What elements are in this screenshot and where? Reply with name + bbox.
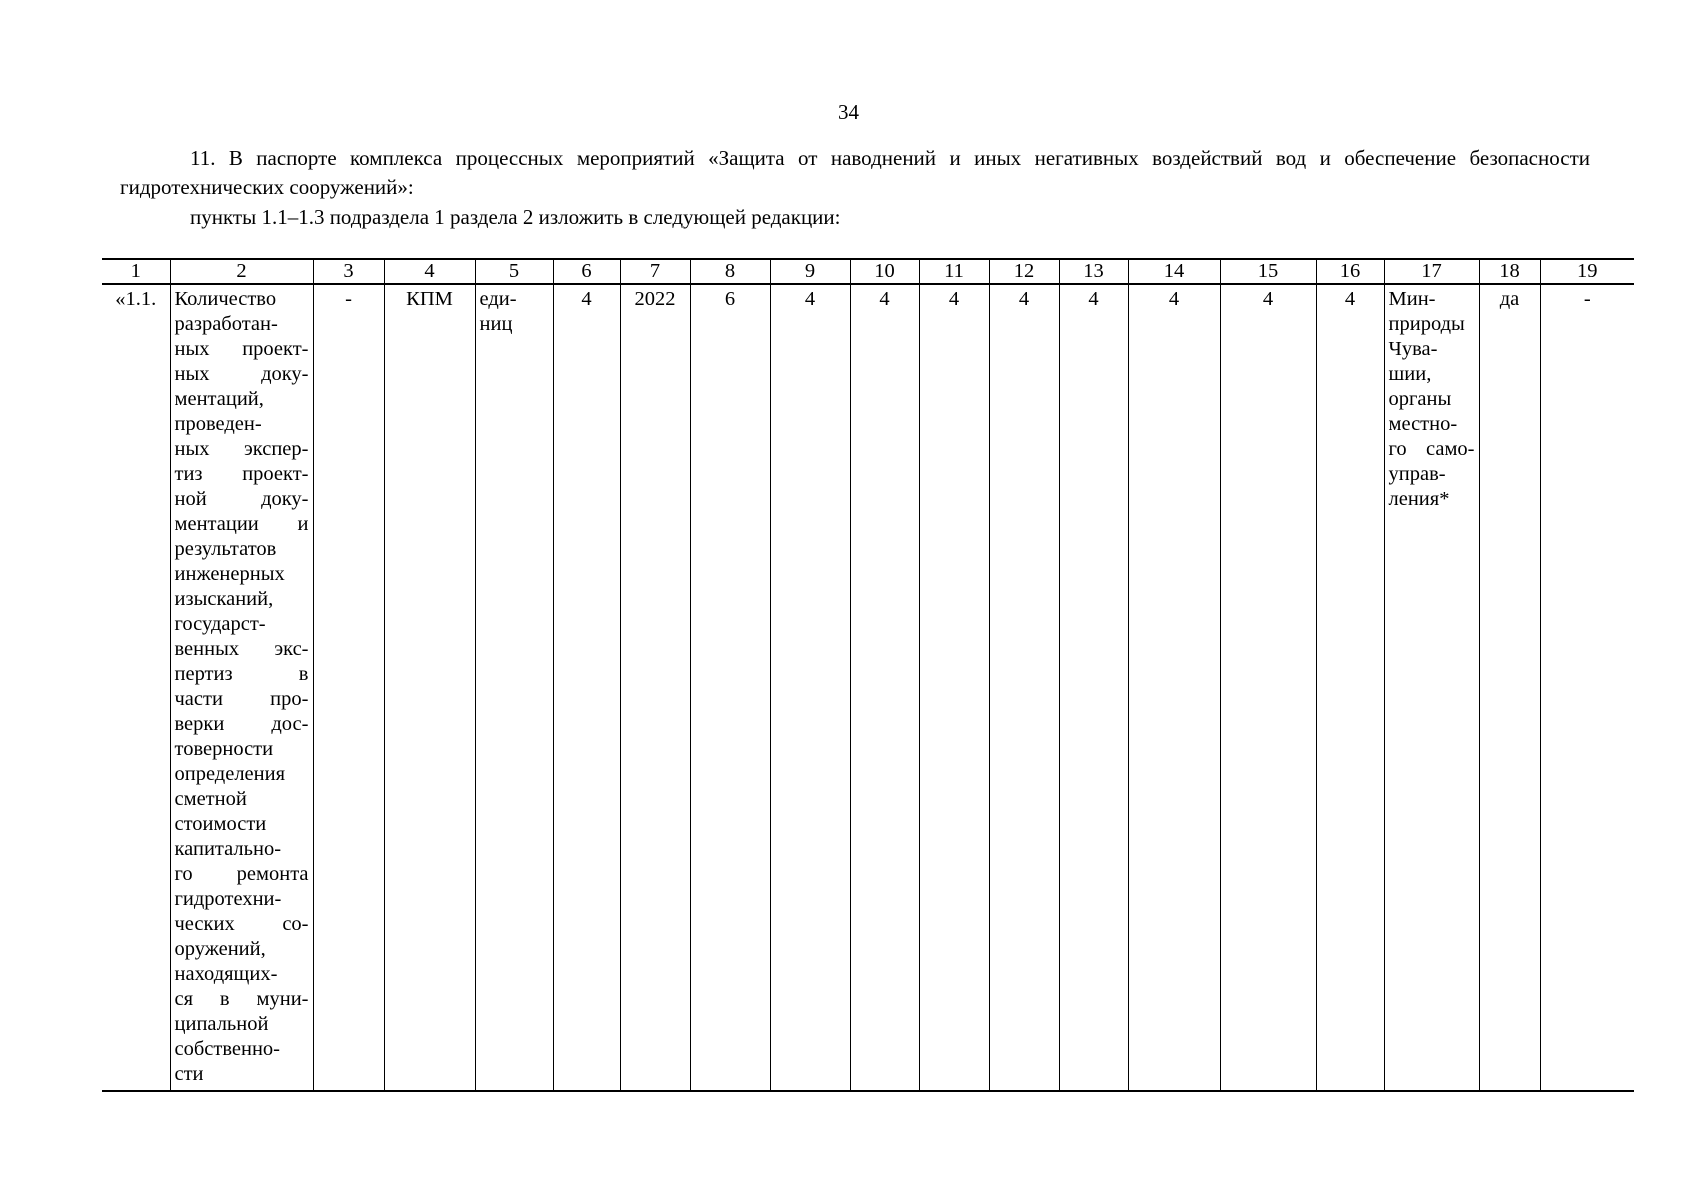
cell-16: 4 (1316, 284, 1384, 1091)
indicators-table (102, 258, 1634, 1092)
cell-18: да (1479, 284, 1540, 1091)
cell-text-line: гидротехни- (174, 888, 282, 910)
cell-text-line: Мин- (1388, 288, 1436, 310)
cell-text-line: стоимости (174, 813, 267, 835)
cell-text-line: сти (174, 1063, 204, 1085)
cell-9: 4 (770, 284, 850, 1091)
cell-responsible (1384, 284, 1479, 1091)
column-header: 1 (102, 259, 170, 284)
column-header: 13 (1059, 259, 1128, 284)
cell-3: - (313, 284, 384, 1091)
cell-text-line: ных доку- (174, 363, 309, 385)
cell-text-line: шии, (1388, 363, 1432, 385)
cell-14: 4 (1128, 284, 1220, 1091)
cell-text-line: ментаций, (174, 388, 264, 410)
cell-text-line: определения (174, 763, 286, 785)
column-header: 18 (1479, 259, 1540, 284)
column-header: 10 (850, 259, 919, 284)
column-header: 5 (475, 259, 553, 284)
cell-text-line: го само- (1388, 438, 1475, 460)
cell-text-line: проведен- (174, 413, 262, 435)
cell-text-line: ческих со- (174, 913, 309, 935)
column-header: 4 (384, 259, 475, 284)
cell-text-line: ципальной (174, 1013, 269, 1035)
cell-text-line: Количество (174, 288, 277, 310)
cell-13: 4 (1059, 284, 1128, 1091)
cell-text-line: собственно- (174, 1038, 281, 1060)
cell-text-line: ниц (479, 313, 513, 335)
cell-6: 4 (553, 284, 620, 1091)
cell-text-line: ных проект- (174, 338, 309, 360)
cell-text-line: пертиз в (174, 663, 309, 685)
cell-text-line: верки дос- (174, 713, 309, 735)
cell-number: «1.1. (102, 284, 170, 1091)
cell-text-line: разработан- (174, 313, 278, 335)
cell-text-line: сметной (174, 788, 247, 810)
column-header: 11 (919, 259, 989, 284)
cell-text-line: органы (1388, 388, 1452, 410)
cell-15: 4 (1220, 284, 1316, 1091)
cell-12: 4 (989, 284, 1059, 1091)
table-row (102, 284, 1634, 1091)
cell-indicator-name (170, 284, 313, 1091)
column-header: 9 (770, 259, 850, 284)
cell-text-line: капитально- (174, 838, 282, 860)
cell-text-line: местно- (1388, 413, 1458, 435)
cell-text-line: венных экс- (174, 638, 309, 660)
cell-text-line: ления* (1388, 488, 1450, 510)
column-header: 7 (620, 259, 690, 284)
cell-text-line: товерности (174, 738, 274, 760)
cell-text-line: ной доку- (174, 488, 309, 510)
column-header: 3 (313, 259, 384, 284)
paragraph-items: пункты 1.1–1.3 подраздела 1 раздела 2 изложить в следующей редакции: (190, 205, 841, 229)
cell-text-line: части про- (174, 688, 309, 710)
cell-text-line: Чува- (1388, 338, 1438, 360)
cell-text-line: ся в муни- (174, 988, 309, 1010)
cell-10: 4 (850, 284, 919, 1091)
cell-text-line: го ремонта (174, 863, 309, 885)
page-number: 34 (838, 100, 859, 124)
cell-text-line: инженерных (174, 563, 285, 585)
column-header: 16 (1316, 259, 1384, 284)
cell-unit (475, 284, 553, 1091)
header-row (102, 259, 1634, 284)
cell-text-line: ных экспер- (174, 438, 309, 460)
column-header: 14 (1128, 259, 1220, 284)
cell-text-line: природы (1388, 313, 1465, 335)
cell-text-line: изысканий, (174, 588, 274, 610)
cell-8: 6 (690, 284, 770, 1091)
column-header: 12 (989, 259, 1059, 284)
cell-text-line: оружений, (174, 938, 266, 960)
cell-text-line: управ- (1388, 463, 1446, 485)
cell-text-line: тиз проект- (174, 463, 309, 485)
cell-11: 4 (919, 284, 989, 1091)
column-header: 8 (690, 259, 770, 284)
column-header: 6 (553, 259, 620, 284)
cell-text-line: находящих- (174, 963, 278, 985)
column-header: 17 (1384, 259, 1479, 284)
cell-text-line: еди- (479, 288, 517, 310)
cell-4: КПМ (384, 284, 475, 1091)
cell-7: 2022 (620, 284, 690, 1091)
paragraph-amendment: 11. В паспорте комплекса процессных мероприятий «Защита от наводнений и иных негативных воздействий вод и обеспечение безопасности гидротехнических сооружений»: (120, 146, 1590, 199)
column-header: 2 (170, 259, 313, 284)
column-header: 19 (1540, 259, 1634, 284)
column-header: 15 (1220, 259, 1316, 284)
cell-text-line: результатов (174, 538, 277, 560)
cell-19: - (1540, 284, 1634, 1091)
cell-text-line: ментации и (174, 513, 309, 535)
cell-text-line: государст- (174, 613, 266, 635)
